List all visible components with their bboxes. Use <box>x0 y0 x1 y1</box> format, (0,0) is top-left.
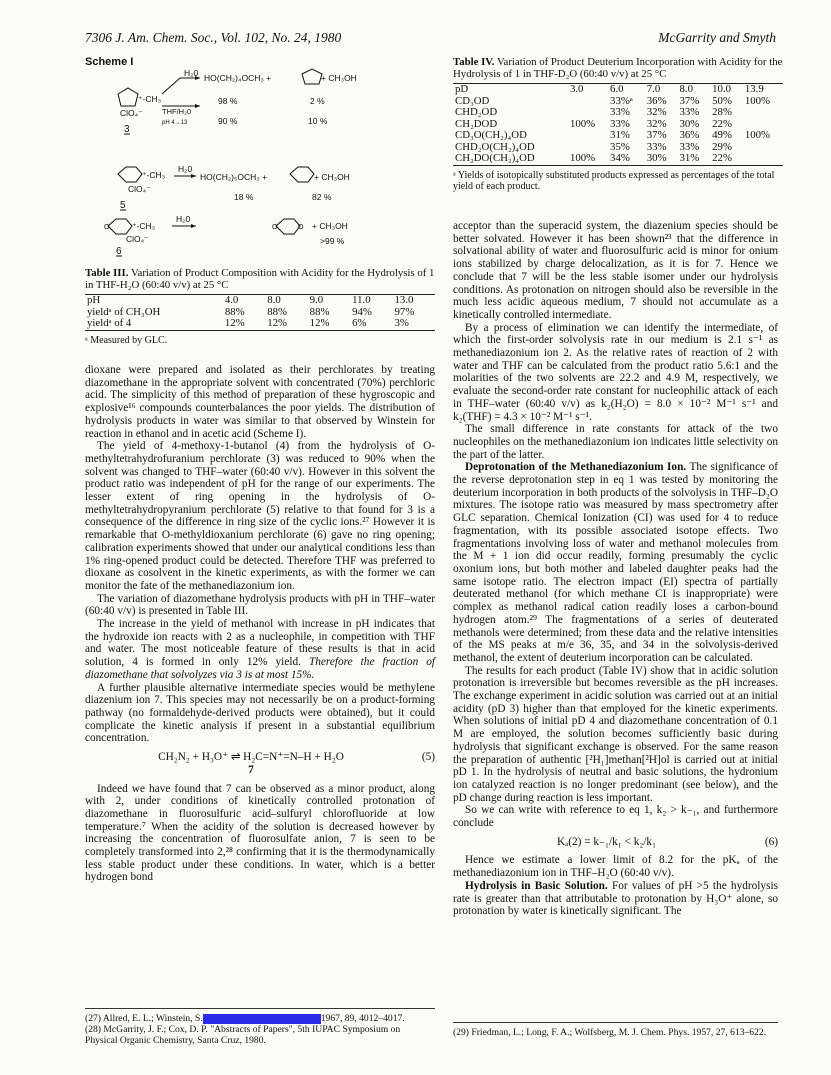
paragraph: The yield of 4-methoxy-1-butanol (4) from the hydrolysis of O-methyltetrahydrofuranium perchlorate (3) was reduced to 90% when the solvent was changed to THF–water (60:40 v/v). However in this solvent the product ratio was independent of pH for the range of our experiments. The lesser extent of ring opening in the hydrolysis of O-methyltetrahydropyranium perchlorate (5) relative to that found for 3 is a consequence of the difference in ring size of the cyclic ions.²⁷ However it is remarkable that O-methyldioxanium perchlorate (6) gave no ring opening; calibration experiments showed that under our analytical conditions less than 1% ring-opened product could be detected. Therefore THF was preferred to dioxane as cosolvent in the kinetic experiments, as with the former we can monitor the fate of the methanediazonium ion. <box>85 440 435 592</box>
table-3-caption: Table III. Variation of Product Composition with Acidity for the Hydrolysis of 1 in THF-H₂O (60:40 v/v) at 25 °C <box>85 267 435 291</box>
yield-b1: 90 % <box>218 116 238 126</box>
footnote-29: (29) Friedman, L.; Long, F. A.; Wolfsberg, M. J. Chem. Phys. 1957, 27, 613–622. <box>453 1027 767 1038</box>
dioxane-ring-icon <box>108 219 132 234</box>
cation-label: ⁺-CH₃ <box>132 221 156 231</box>
thf-product-icon <box>302 69 322 84</box>
compound-3-label: 3 <box>124 124 130 135</box>
anion-label: ClO₄⁻ <box>126 234 149 244</box>
svg-text:O: O <box>298 224 304 231</box>
scheme-title: Scheme I <box>85 56 134 68</box>
table-3-footnote: ᵃ Measured by GLC. <box>85 334 168 346</box>
solvent-label: THF/H₂0 <box>162 107 192 116</box>
thp-ring-icon <box>118 167 142 182</box>
running-header-right: McGarrity and Smyth <box>658 30 776 45</box>
cation-label: ⁺-CH₃ <box>142 170 166 180</box>
methanol-product: + CH₃OH <box>312 221 348 231</box>
paragraph: Deprotonation of the Methanediazonium Ion. The significance of the reverse deprotonation step in eq 1 was tested by monitoring the deuterium incorporation in both products of the solvolysis in THF–D₂O mixtures. The isotope ratio was measured by mass spectrometry after GLC separation. Chemical Ionization (CI) was used for 4 to reduce fragmentation, with its possible associated isotope effects. Two fragmentations involving loss of water and methanol molecules from the M + 1 ion did occur readily, forming presumably the cyclic oxonium ions, but both mother and labeled daughter peaks had the same isotope ratio. The electron impact (EI) spectra of partially deuterated methanol (for which methane CI is inappropriate) were complex as methanol radical cation readily loses a carbon-bound hydrogen atom.²⁹ The fragmentations of a series of deuterated methanols were determined; from these data and the relative intensities of the MS peaks at m/e 36, 35, and 34 in the solvolysis-derived methanol, the extent of deuterium incorporation can be calculated. <box>453 461 778 664</box>
table-3-data <box>85 295 435 330</box>
table-row: CD₃OD 33%ᵃ 36% 37% 50% 100% <box>455 94 771 107</box>
svg-text:O: O <box>272 224 278 231</box>
scheme-row-1 <box>118 68 357 135</box>
methanol-product: + CH₃OH <box>314 172 350 182</box>
table-row: CHD₂OD 33% 32% 33% 28% <box>455 106 732 118</box>
compound-6-label: 6 <box>116 246 122 257</box>
scheme-row-3 <box>104 214 348 257</box>
table-4 <box>453 56 783 193</box>
table-row: CD₃O(CH₂)₄OD 31% 37% 36% 49% 100% <box>455 129 771 141</box>
yield-2: >99 % <box>320 236 345 246</box>
paragraph: So we can write with reference to eq 1, k₂ > k₋₁, and furthermore conclude <box>453 804 778 830</box>
paragraph: The small difference in rate constants for attack of the two nucleophiles on the methanediazonium ion indicates little selectivity on the part of the latter. <box>453 423 778 461</box>
footnotes-left <box>85 1008 435 1046</box>
paragraph: acceptor than the superacid system, the diazenium species should be better solvated. However it has been shown²³ that the difference in solvational ability of water and fluorosulfuric acid is minor for onium ions stabilized by charge delocalization, as it is for 7. Hence we conclude that 7 will be the less stable isomer under our hydrolysis conditions. As protonation on nitrogen should also be reversible in the much less acidic aqueous medium, 7 should not accumulate as a kinetically controlled intermediate. <box>453 220 778 321</box>
table-3 <box>85 267 435 346</box>
reagent-label: H₂0 <box>184 68 199 78</box>
table-row: yieldᵃ of CH₃OH 88% 88% 88% 94% 97% <box>87 305 415 318</box>
anion-label: ClO₄⁻ <box>128 184 151 194</box>
paragraph: The variation of diazomethane hydrolysis products with pH in THF–water (60:40 v/v) is presented in Table III. <box>85 592 435 618</box>
left-column <box>85 364 435 884</box>
paragraph: By a process of elimination we can identify the intermediate, of which the first-order solvolysis rate in our medium is 2.1 s⁻¹ as methanediazonium ion 2. As the relative rates of reaction of 2 with water and THF can be calculated from the product ratio 5.6:1 and the molarities of the two solvents are 22.2 and 4.9 M, respectively, we evaluate the second-order rate constant for nucleophilic attack of each in THF–water (60:40 v/v) as k₂(H₂O) = 8.0 × 10⁻² M⁻¹ s⁻¹ and k₂(THF) = 4.3 × 10⁻² M⁻¹ s⁻¹. <box>453 321 778 423</box>
running-header-left: 7306 J. Am. Chem. Soc., Vol. 102, No. 24, 1980 <box>85 30 342 45</box>
paragraph: The results for each product (Table IV) show that in acidic solution protonation is irreversible but becomes reversible as the pH increases. The exchange experiment in acidic solution was carried out at an initial acidity (pD 3) higher than that employed for the kinetic experiments. When solutions of initial pD 4 and diazomethane concentration of 0.1 M are employed, the solution becomes sufficiently basic during hydrolysis that significant exchange is observed. For the same reason the preparation of authentic [²H₁]methan[²H]ol is carried out at initial pD 1. In the hydrolysis of neutral and basic solutions, the hydronium ion catalyzed reaction is no longer predominant (see below), and the pD change during reaction is less important. <box>453 664 778 804</box>
footnote-27: (27) Allred, E. L.; Winstein, S. 1967, 89, 4012–4017. <box>85 1013 405 1024</box>
scheme-row-2 <box>118 164 350 211</box>
right-column <box>453 220 778 918</box>
yield-1: 18 % <box>234 192 254 202</box>
compound-5-label: 5 <box>120 200 126 211</box>
redaction-bar <box>203 1014 321 1024</box>
paragraph: dioxane were prepared and isolated as their perchlorates by treating diazomethane in the appropriate solvent with concentrated (70%) perchloric acid. The simplicity of this method of preparation of these hygroscopic and explosive¹⁶ compounds counterbalances the poor yields. The distribution of hydrolysis products in water was similar to that observed by Winstein for reaction in ethanol and in acetic acid (Scheme I). <box>85 364 435 440</box>
thf-ring-icon <box>118 88 138 106</box>
paragraph: Indeed we have found that 7 can be observed as a minor product, along with 2, under conditions of kinetically controlled protonation of diazomethane in fluorosulfuric acid–sulfuryl chlorofluoride at low temperature.⁷ When the acidity of the solution is decreased however by increasing the concentration of fluorosulfate anion, 7 is seen to be completely transformed into 2,²⁸ confirming that it is the thermodynamically less stable product under these conditions. In water, which is a better hydrogen bond <box>85 782 435 884</box>
footnote-28: (28) McGarrity, J. F.; Cox, D. P. "Abstracts of Papers", 5th IUPAC Symposium on Physical Organic Chemistry, Santa Cruz, 1980. <box>85 1024 401 1046</box>
table-4-data <box>453 84 783 165</box>
yield-a2: 2 % <box>310 96 325 106</box>
product-ring-opened: HO(CH₂)₄OCH₃ + <box>204 73 272 83</box>
ph-range-label: pH 4→13 <box>162 120 188 126</box>
svg-text:O: O <box>104 224 110 231</box>
thp-product-icon <box>290 167 314 182</box>
table-row: CH₂DOD 100% 33% 32% 30% 22% <box>455 117 732 130</box>
table-row: CH₂DO(CH₂)₄OD 100% 34% 30% 31% 22% <box>455 152 732 164</box>
scheme-diagram <box>100 68 440 263</box>
table-4-caption: Table IV. Variation of Product Deuterium Incorporation with Acidity for the Hydrolysis of 1 in THF-D₂O (60:40 v/v) at 25 °C <box>453 56 783 80</box>
cation-label: ⁺-CH₃ <box>138 94 162 104</box>
anion-label: ClO₄⁻ <box>120 108 143 118</box>
table-row: pD 3.0 6.0 7.0 8.0 10.0 13.9 <box>455 83 764 95</box>
paragraph: Hence we estimate a lower limit of 8.2 for the pKₐ of the methanediazonium ion in THF–H₂O (60:40 v/v). <box>453 854 778 880</box>
paragraph: The increase in the yield of methanol with increase in pH indicates that the hydroxide ion reacts with 2 as a nucleophile, in competition with THF and water. The most noticeable feature of these results is that in acid solution, 4 is formed in only 12% yield. Therefore the fraction of diazomethane that solvolyzes via 3 is at most 15%. <box>85 618 435 681</box>
product-ring-opened: HO(CH₂)₅OCH₃ + <box>200 172 268 182</box>
yield-b2: 10 % <box>308 116 328 126</box>
paragraph: A further plausible alternative intermediate species would be methylene diazenium ion 7. This species may not necessarily be on a product-forming pathway (no formaldehyde-derived products were obtained), but it could complicate the kinetic analysis if present in a substantial equilibrium concentration. <box>85 681 435 745</box>
dioxane-product-icon <box>276 219 300 234</box>
table-4-footnote: ᵃ Yields of isotopically substituted products expressed as percentages of the total yield of each product. <box>453 169 775 192</box>
yield-2: 82 % <box>312 192 332 202</box>
yield-a1: 98 % <box>218 96 238 106</box>
table-row: CHD₂O(CH₂)₄OD 35% 33% 33% 29% <box>455 140 732 153</box>
table-row: yieldᵃ of 4 12% 12% 12% 6% 3% <box>87 317 409 329</box>
reagent-label: H₂0 <box>176 214 191 224</box>
paragraph: Hydrolysis in Basic Solution. For values of pH >5 the hydrolysis rate is greater than that attributable to protonation by H₃O⁺ alone, so protonation by water is kinetically significant. The <box>453 879 779 918</box>
equation-5: CH₂N₂ + H₃O⁺ ⇌ H₂C=N⁺=N–H + H₂O 7 (5) <box>158 751 435 776</box>
footnotes-right <box>453 1022 778 1038</box>
equation-6: Kₐ(2) = k₋₁/k₁ < k₂/k₁ (6) <box>556 835 778 848</box>
table-row: pH 4.0 8.0 9.0 11.0 13.0 <box>87 294 414 306</box>
reagent-label: H₂0 <box>178 164 193 174</box>
methanol-product: + CH₃OH <box>321 73 357 83</box>
